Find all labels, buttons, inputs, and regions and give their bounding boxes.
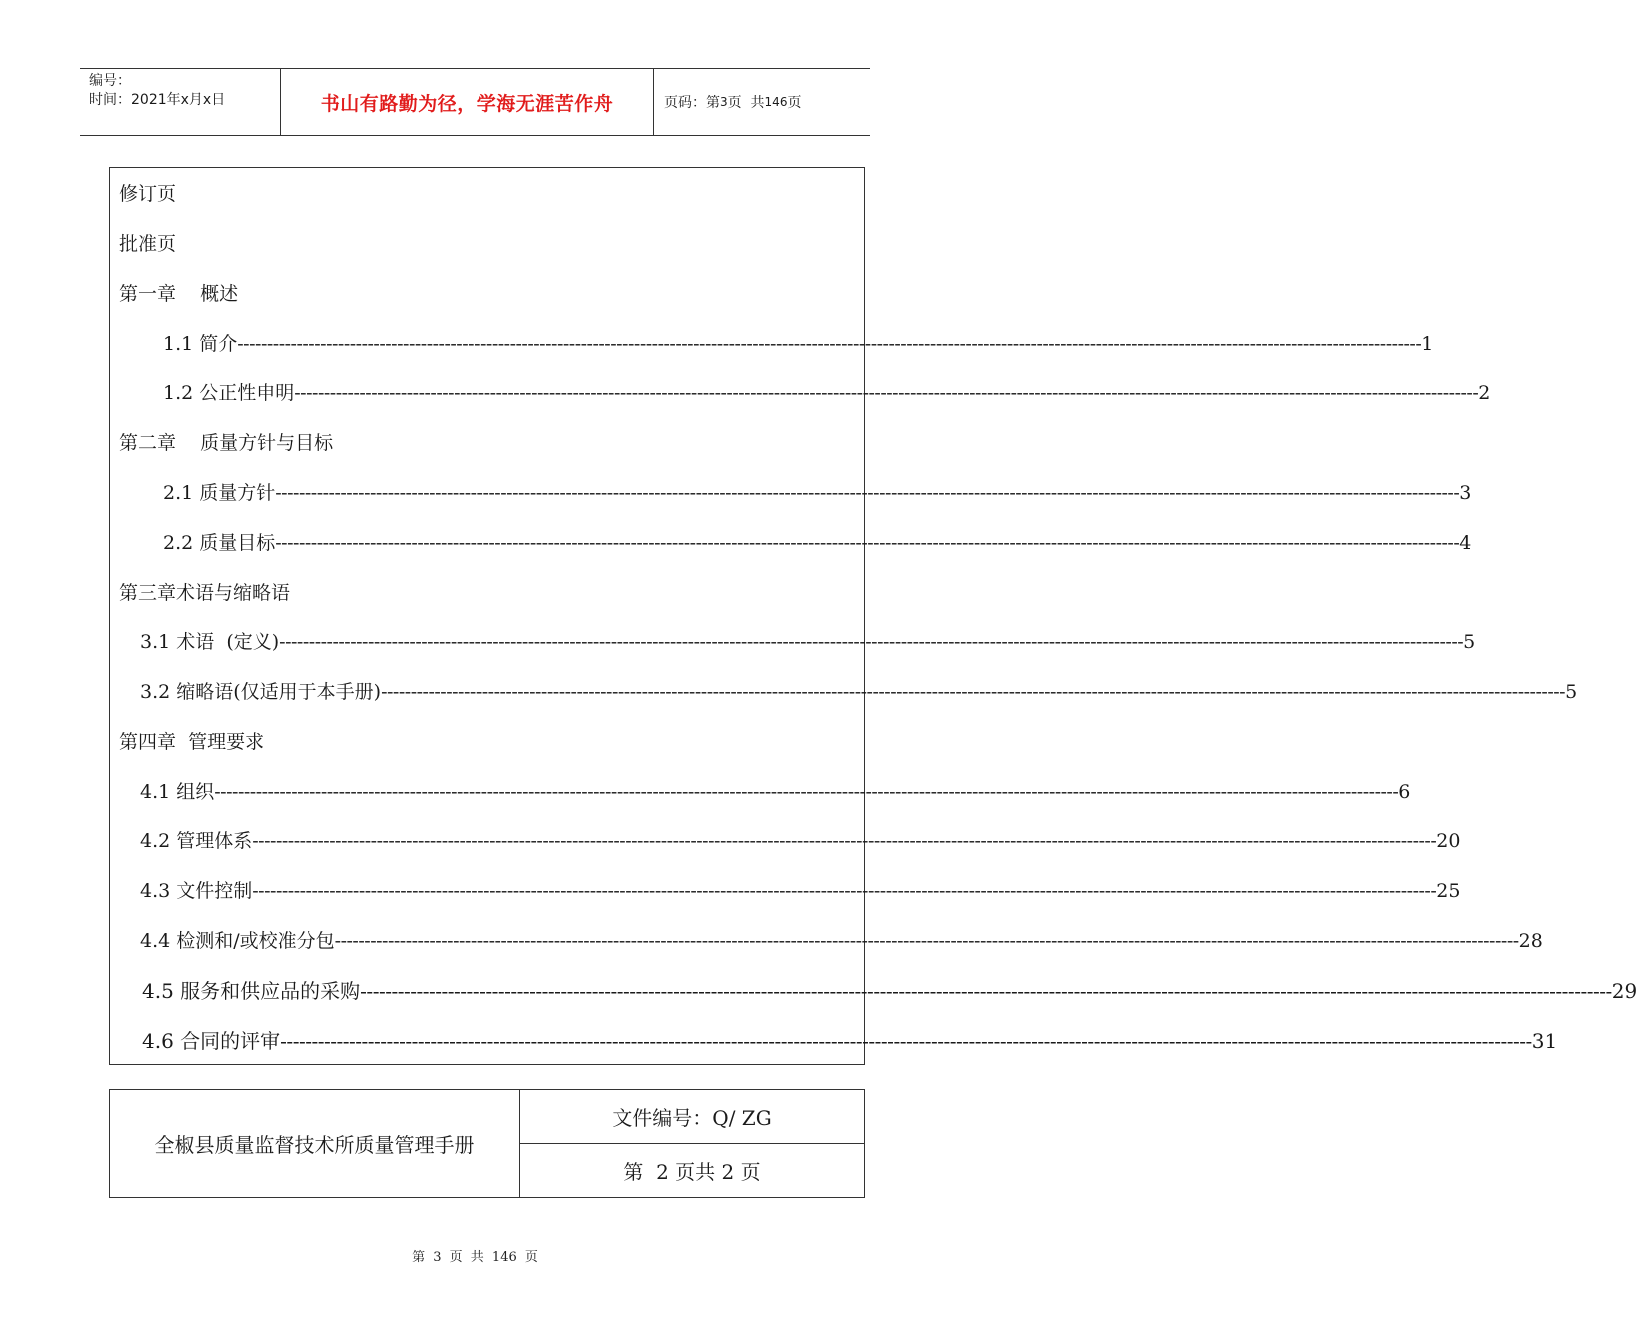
- toc-item-page: 20: [1436, 830, 1461, 852]
- toc-item-label: 2.1 质量方针: [163, 482, 276, 504]
- toc-leader: --------------------------------------------------------------------------------------------------------------------------------------------------------------------------------------------------------: [275, 482, 1460, 504]
- toc-leader: --------------------------------------------------------------------------------------------------------------------------------------------------------------------------------------------------------: [279, 631, 1464, 653]
- toc-item[interactable]: [163, 378, 1491, 408]
- toc-leader: --------------------------------------------------------------------------------------------------------------------------------------------------------------------------------------------------------: [381, 681, 1566, 703]
- toc-item[interactable]: [140, 926, 1543, 956]
- toc-item-page: 2: [1478, 382, 1491, 404]
- toc-item-label: 4.6 合同的评审: [142, 1029, 281, 1053]
- toc-item-label: 1.1 简介: [163, 333, 238, 355]
- toc-leader: --------------------------------------------------------------------------------------------------------------------------------------------------------------------------------------------------------: [280, 1029, 1532, 1053]
- toc-item-label: 3.2 缩略语(仅适用于本手册): [140, 681, 382, 703]
- toc-leader: --------------------------------------------------------------------------------------------------------------------------------------------------------------------------------------------------------: [252, 830, 1437, 852]
- toc-item-page: 29: [1611, 979, 1637, 1003]
- toc-item-label: 4.1 组织: [140, 781, 215, 803]
- header-page-info: [654, 69, 870, 135]
- toc-item[interactable]: [163, 478, 1472, 508]
- header-page-suffix: 页: [787, 95, 802, 111]
- document-number: 文件编号：Q/ ZG: [612, 1106, 772, 1130]
- toc-item-page: 5: [1463, 631, 1476, 653]
- toc-item-page: 28: [1518, 930, 1543, 952]
- toc-leader: --------------------------------------------------------------------------------------------------------------------------------------------------------------------------------------------------------: [237, 333, 1422, 355]
- header-number-label: 编号：: [89, 73, 131, 89]
- page-number-footer: 第 3 页 共 146 页: [412, 1250, 538, 1265]
- toc-leader: --------------------------------------------------------------------------------------------------------------------------------------------------------------------------------------------------------: [334, 930, 1519, 952]
- toc-item-page: 3: [1459, 482, 1472, 504]
- toc-item-label: 3.1 术语 (定义): [140, 631, 280, 653]
- toc-item[interactable]: [140, 826, 1461, 856]
- header-time-label: 时间：2021年x月x日: [89, 92, 226, 108]
- page-header: [80, 68, 870, 136]
- toc-leader: --------------------------------------------------------------------------------------------------------------------------------------------------------------------------------------------------------: [360, 979, 1612, 1003]
- toc-item-page: 4: [1459, 532, 1472, 554]
- toc-item[interactable]: [140, 677, 1578, 707]
- toc-item-label: 1.2 公正性申明: [163, 382, 295, 404]
- toc-item-label: 4.2 管理体系: [140, 830, 253, 852]
- toc-leader: --------------------------------------------------------------------------------------------------------------------------------------------------------------------------------------------------------: [214, 781, 1399, 803]
- toc-item-page: 6: [1398, 781, 1411, 803]
- toc-item-label: 2.2 质量目标: [163, 532, 276, 554]
- document-page-info: 第 2 页共 2 页: [520, 1143, 864, 1197]
- toc-leader: --------------------------------------------------------------------------------------------------------------------------------------------------------------------------------------------------------: [275, 532, 1460, 554]
- table-of-contents: [109, 167, 1637, 1065]
- manual-title: 全椒县质量监督技术所质量管理手册: [110, 1090, 520, 1197]
- header-page-mid: 页 共: [727, 95, 765, 111]
- document-meta: [520, 1090, 864, 1197]
- header-meta: [80, 69, 281, 135]
- header-page-total: 146: [764, 95, 788, 109]
- toc-item-label: 4.4 检测和/或校准分包: [140, 930, 335, 952]
- toc-chapter: 修订页: [119, 183, 177, 205]
- header-page-prefix: 页码：第: [664, 95, 720, 111]
- toc-chapter: 第三章术语与缩略语: [119, 582, 291, 604]
- header-motto: 书山有路勤为径，学海无涯苦作舟: [281, 69, 654, 135]
- toc-chapter: 批准页: [119, 233, 177, 255]
- toc-item[interactable]: [142, 1026, 1558, 1056]
- toc-item-label: 4.3 文件控制: [140, 880, 253, 902]
- toc-item[interactable]: [163, 528, 1472, 558]
- toc-item-page: 5: [1565, 681, 1578, 703]
- toc-item[interactable]: [140, 777, 1411, 807]
- toc-chapter: 第二章 质量方针与目标: [119, 432, 334, 454]
- toc-chapter: 第一章 概述: [119, 283, 239, 305]
- toc-item-page: 31: [1531, 1029, 1558, 1053]
- header-page-current: 3: [720, 95, 728, 109]
- toc-item-page: 25: [1436, 880, 1461, 902]
- toc-item-label: 4.5 服务和供应品的采购: [142, 979, 361, 1003]
- toc-item[interactable]: [140, 627, 1476, 657]
- toc-leader: --------------------------------------------------------------------------------------------------------------------------------------------------------------------------------------------------------: [252, 880, 1437, 902]
- toc-item[interactable]: [140, 876, 1461, 906]
- toc-leader: --------------------------------------------------------------------------------------------------------------------------------------------------------------------------------------------------------: [294, 382, 1479, 404]
- toc-item-page: 1: [1421, 333, 1434, 355]
- document-info-table: [109, 1089, 865, 1198]
- toc-chapter: 第四章 管理要求: [119, 731, 265, 753]
- toc-item[interactable]: [142, 976, 1637, 1006]
- toc-item[interactable]: [163, 329, 1434, 359]
